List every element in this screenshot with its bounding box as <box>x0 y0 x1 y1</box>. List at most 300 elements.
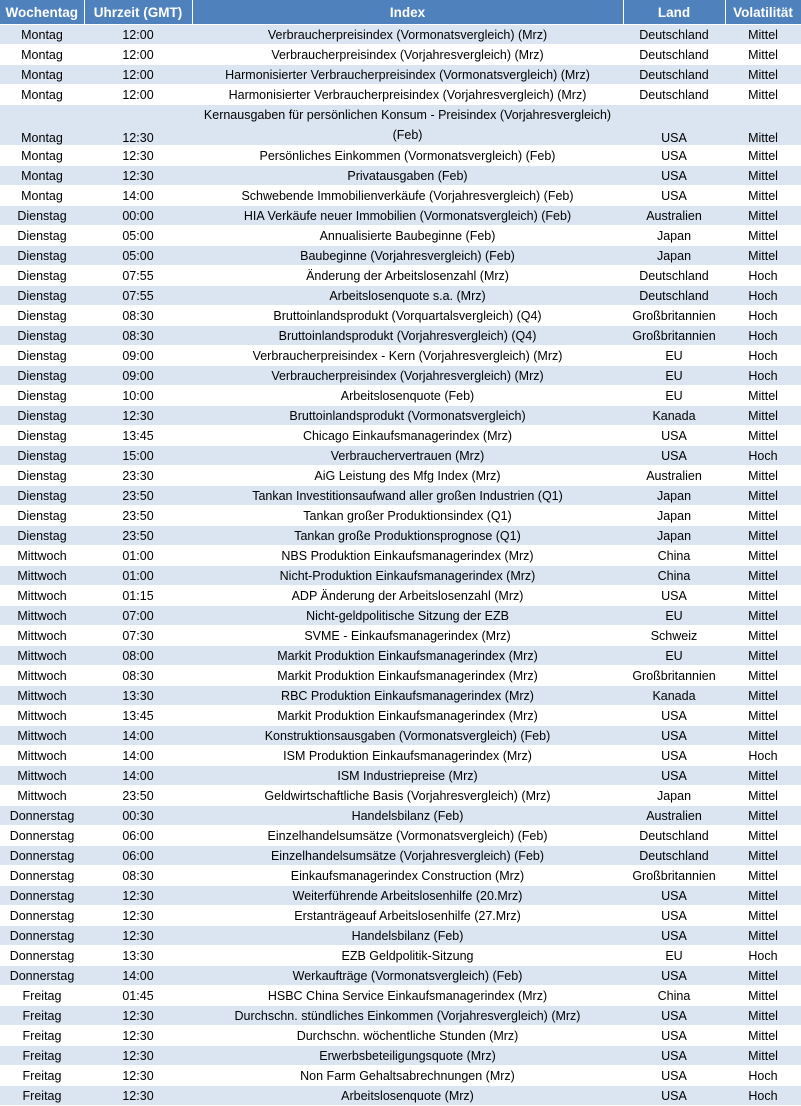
cell-index: ADP Änderung der Arbeitslosenzahl (Mrz) <box>192 586 623 606</box>
cell-volatility: Mittel <box>725 566 801 586</box>
cell-time: 13:45 <box>84 706 192 726</box>
cell-time: 07:00 <box>84 606 192 626</box>
cell-volatility: Mittel <box>725 206 801 226</box>
cell-weekday: Montag <box>0 105 84 146</box>
cell-weekday: Dienstag <box>0 226 84 246</box>
cell-weekday: Montag <box>0 65 84 85</box>
cell-volatility: Mittel <box>725 486 801 506</box>
cell-weekday: Mittwoch <box>0 566 84 586</box>
table-row <box>0 426 801 446</box>
table-row <box>0 706 801 726</box>
cell-time: 01:00 <box>84 566 192 586</box>
table-row <box>0 766 801 786</box>
cell-volatility: Mittel <box>725 1006 801 1026</box>
cell-country: USA <box>623 886 725 906</box>
cell-time: 23:30 <box>84 466 192 486</box>
cell-time: 00:30 <box>84 806 192 826</box>
cell-weekday: Dienstag <box>0 506 84 526</box>
cell-index: Einkaufsmanagerindex Construction (Mrz) <box>192 866 623 886</box>
cell-index: Durchschn. wöchentliche Stunden (Mrz) <box>192 1026 623 1046</box>
cell-volatility: Mittel <box>725 666 801 686</box>
cell-volatility: Mittel <box>725 506 801 526</box>
cell-index: Handelsbilanz (Feb) <box>192 806 623 826</box>
cell-time: 00:00 <box>84 206 192 226</box>
cell-weekday: Mittwoch <box>0 706 84 726</box>
cell-country: Deutschland <box>623 45 725 65</box>
table-row <box>0 786 801 806</box>
cell-time: 12:30 <box>84 926 192 946</box>
cell-country: Australien <box>623 466 725 486</box>
cell-weekday: Mittwoch <box>0 746 84 766</box>
cell-weekday: Freitag <box>0 1046 84 1066</box>
cell-volatility: Hoch <box>725 266 801 286</box>
header-volatility: Volatilität <box>725 0 801 25</box>
cell-time: 05:00 <box>84 246 192 266</box>
cell-time: 13:45 <box>84 426 192 446</box>
cell-volatility: Hoch <box>725 306 801 326</box>
table-row <box>0 506 801 526</box>
cell-index: Verbraucherpreisindex (Vorjahresvergleich) (Mrz) <box>192 45 623 65</box>
cell-time: 12:30 <box>84 906 192 926</box>
table-row <box>0 246 801 266</box>
table-row <box>0 626 801 646</box>
cell-country: USA <box>623 966 725 986</box>
cell-weekday: Dienstag <box>0 206 84 226</box>
cell-country: USA <box>623 186 725 206</box>
cell-weekday: Montag <box>0 25 84 45</box>
table-row <box>0 326 801 346</box>
table-row <box>0 486 801 506</box>
table-row <box>0 1006 801 1026</box>
cell-time: 14:00 <box>84 726 192 746</box>
cell-country: Japan <box>623 506 725 526</box>
cell-volatility: Mittel <box>725 186 801 206</box>
table-row <box>0 746 801 766</box>
table-row <box>0 286 801 306</box>
table-row <box>0 1066 801 1086</box>
cell-index: Verbrauchervertrauen (Mrz) <box>192 446 623 466</box>
cell-index: Verbraucherpreisindex (Vorjahresvergleich) (Mrz) <box>192 366 623 386</box>
cell-index: Bruttoinlandsprodukt (Vormonatsvergleich) <box>192 406 623 426</box>
cell-weekday: Mittwoch <box>0 606 84 626</box>
cell-country: USA <box>623 166 725 186</box>
table-row <box>0 646 801 666</box>
cell-weekday: Dienstag <box>0 386 84 406</box>
cell-weekday: Donnerstag <box>0 906 84 926</box>
cell-index: Kernausgaben für persönlichen Konsum - Preisindex (Vorjahresvergleich) (Feb) <box>192 105 623 146</box>
cell-time: 12:00 <box>84 25 192 45</box>
cell-index: ISM Industriepreise (Mrz) <box>192 766 623 786</box>
cell-time: 12:30 <box>84 1006 192 1026</box>
cell-index: Bruttoinlandsprodukt (Vorjahresvergleich) (Q4) <box>192 326 623 346</box>
cell-index: Werkaufträge (Vormonatsvergleich) (Feb) <box>192 966 623 986</box>
cell-country: USA <box>623 446 725 466</box>
cell-weekday: Donnerstag <box>0 846 84 866</box>
cell-time: 06:00 <box>84 846 192 866</box>
cell-country: Großbritannien <box>623 326 725 346</box>
cell-country: China <box>623 566 725 586</box>
cell-index: Schwebende Immobilienverkäufe (Vorjahresvergleich) (Feb) <box>192 186 623 206</box>
table-row <box>0 966 801 986</box>
cell-weekday: Donnerstag <box>0 946 84 966</box>
cell-volatility: Mittel <box>725 85 801 105</box>
cell-volatility: Mittel <box>725 986 801 1006</box>
cell-index: EZB Geldpolitik-Sitzung <box>192 946 623 966</box>
cell-time: 05:00 <box>84 226 192 246</box>
cell-volatility: Mittel <box>725 966 801 986</box>
cell-country: USA <box>623 906 725 926</box>
cell-volatility: Mittel <box>725 626 801 646</box>
cell-volatility: Mittel <box>725 606 801 626</box>
cell-weekday: Dienstag <box>0 446 84 466</box>
table-row <box>0 606 801 626</box>
cell-time: 12:30 <box>84 886 192 906</box>
table-row <box>0 45 801 65</box>
cell-weekday: Mittwoch <box>0 666 84 686</box>
cell-index: Markit Produktion Einkaufsmanagerindex (Mrz) <box>192 666 623 686</box>
cell-volatility: Mittel <box>725 526 801 546</box>
cell-index: Arbeitslosenquote (Feb) <box>192 386 623 406</box>
cell-country: USA <box>623 146 725 166</box>
cell-volatility: Hoch <box>725 326 801 346</box>
cell-volatility: Mittel <box>725 166 801 186</box>
cell-country: Japan <box>623 786 725 806</box>
table-row <box>0 586 801 606</box>
cell-weekday: Montag <box>0 45 84 65</box>
cell-weekday: Montag <box>0 186 84 206</box>
cell-index: Handelsbilanz (Feb) <box>192 926 623 946</box>
cell-volatility: Mittel <box>725 646 801 666</box>
cell-country: Deutschland <box>623 65 725 85</box>
cell-country: Deutschland <box>623 266 725 286</box>
table-row <box>0 986 801 1006</box>
table-row <box>0 1086 801 1106</box>
cell-index: Markit Produktion Einkaufsmanagerindex (Mrz) <box>192 646 623 666</box>
cell-volatility: Mittel <box>725 686 801 706</box>
cell-index: Harmonisierter Verbraucherpreisindex (Vorjahresvergleich) (Mrz) <box>192 85 623 105</box>
table-row <box>0 366 801 386</box>
cell-index: Non Farm Gehaltsabrechnungen (Mrz) <box>192 1066 623 1086</box>
cell-country: Großbritannien <box>623 866 725 886</box>
table-row <box>0 306 801 326</box>
cell-index: Privatausgaben (Feb) <box>192 166 623 186</box>
cell-weekday: Montag <box>0 146 84 166</box>
cell-index: Tankan Investitionsaufwand aller großen Industrien (Q1) <box>192 486 623 506</box>
cell-index: ISM Produktion Einkaufsmanagerindex (Mrz) <box>192 746 623 766</box>
cell-index: Erstanträgeauf Arbeitslosenhilfe (27.Mrz) <box>192 906 623 926</box>
cell-index: Markit Produktion Einkaufsmanagerindex (Mrz) <box>192 706 623 726</box>
cell-volatility: Mittel <box>725 1026 801 1046</box>
cell-time: 12:30 <box>84 146 192 166</box>
cell-weekday: Dienstag <box>0 526 84 546</box>
cell-country: Deutschland <box>623 286 725 306</box>
cell-country: Japan <box>623 486 725 506</box>
table-row <box>0 906 801 926</box>
cell-country: USA <box>623 1086 725 1106</box>
table-row <box>0 25 801 45</box>
cell-volatility: Mittel <box>725 45 801 65</box>
header-index: Index <box>192 0 623 25</box>
cell-volatility: Mittel <box>725 726 801 746</box>
table-row <box>0 846 801 866</box>
header-time: Uhrzeit (GMT) <box>84 0 192 25</box>
cell-index: HIA Verkäufe neuer Immobilien (Vormonatsvergleich) (Feb) <box>192 206 623 226</box>
cell-country: China <box>623 986 725 1006</box>
cell-weekday: Mittwoch <box>0 646 84 666</box>
table-row <box>0 446 801 466</box>
cell-time: 06:00 <box>84 826 192 846</box>
cell-country: USA <box>623 726 725 746</box>
cell-index: RBC Produktion Einkaufsmanagerindex (Mrz) <box>192 686 623 706</box>
cell-volatility: Mittel <box>725 706 801 726</box>
cell-index: Persönliches Einkommen (Vormonatsvergleich) (Feb) <box>192 146 623 166</box>
cell-volatility: Mittel <box>725 146 801 166</box>
cell-time: 13:30 <box>84 946 192 966</box>
cell-country: Großbritannien <box>623 306 725 326</box>
table-row <box>0 386 801 406</box>
cell-time: 13:30 <box>84 686 192 706</box>
cell-time: 12:30 <box>84 166 192 186</box>
cell-country: USA <box>623 426 725 446</box>
cell-country: China <box>623 546 725 566</box>
table-row <box>0 566 801 586</box>
cell-time: 01:15 <box>84 586 192 606</box>
cell-index: Arbeitslosenquote (Mrz) <box>192 1086 623 1106</box>
cell-weekday: Dienstag <box>0 266 84 286</box>
table-row <box>0 105 801 146</box>
cell-index: Nicht-Produktion Einkaufsmanagerindex (Mrz) <box>192 566 623 586</box>
cell-time: 08:30 <box>84 666 192 686</box>
cell-country: Deutschland <box>623 85 725 105</box>
cell-index: Annualisierte Baubeginne (Feb) <box>192 226 623 246</box>
cell-weekday: Dienstag <box>0 426 84 446</box>
cell-weekday: Dienstag <box>0 406 84 426</box>
cell-volatility: Mittel <box>725 426 801 446</box>
table-row <box>0 146 801 166</box>
cell-country: USA <box>623 1026 725 1046</box>
table-row <box>0 1026 801 1046</box>
cell-country: USA <box>623 586 725 606</box>
cell-index: Tankan große Produktionsprognose (Q1) <box>192 526 623 546</box>
cell-country: EU <box>623 386 725 406</box>
cell-time: 01:00 <box>84 546 192 566</box>
table-row <box>0 166 801 186</box>
cell-index: Konstruktionsausgaben (Vormonatsvergleich) (Feb) <box>192 726 623 746</box>
cell-time: 07:55 <box>84 266 192 286</box>
cell-time: 23:50 <box>84 526 192 546</box>
cell-volatility: Mittel <box>725 846 801 866</box>
cell-time: 23:50 <box>84 506 192 526</box>
cell-index: NBS Produktion Einkaufsmanagerindex (Mrz) <box>192 546 623 566</box>
header-weekday: Wochentag <box>0 0 84 25</box>
cell-weekday: Dienstag <box>0 286 84 306</box>
cell-index: Harmonisierter Verbraucherpreisindex (Vormonatsvergleich) (Mrz) <box>192 65 623 85</box>
cell-volatility: Mittel <box>725 926 801 946</box>
cell-country: Kanada <box>623 686 725 706</box>
cell-volatility: Mittel <box>725 886 801 906</box>
cell-time: 10:00 <box>84 386 192 406</box>
cell-weekday: Mittwoch <box>0 586 84 606</box>
cell-country: USA <box>623 1046 725 1066</box>
cell-index: Bruttoinlandsprodukt (Vorquartalsvergleich) (Q4) <box>192 306 623 326</box>
cell-weekday: Freitag <box>0 1066 84 1086</box>
cell-index: Chicago Einkaufsmanagerindex (Mrz) <box>192 426 623 446</box>
table-row <box>0 686 801 706</box>
cell-weekday: Dienstag <box>0 246 84 266</box>
cell-volatility: Mittel <box>725 406 801 426</box>
cell-volatility: Hoch <box>725 366 801 386</box>
cell-volatility: Mittel <box>725 65 801 85</box>
table-row <box>0 406 801 426</box>
table-row <box>0 266 801 286</box>
table-row <box>0 65 801 85</box>
table-header <box>0 0 801 25</box>
cell-time: 14:00 <box>84 966 192 986</box>
cell-time: 12:30 <box>84 1066 192 1086</box>
cell-index: AiG Leistung des Mfg Index (Mrz) <box>192 466 623 486</box>
cell-weekday: Donnerstag <box>0 806 84 826</box>
cell-time: 12:00 <box>84 85 192 105</box>
cell-country: EU <box>623 366 725 386</box>
cell-weekday: Donnerstag <box>0 826 84 846</box>
cell-volatility: Hoch <box>725 1086 801 1106</box>
cell-volatility: Mittel <box>725 766 801 786</box>
cell-country: USA <box>623 766 725 786</box>
cell-country: Japan <box>623 526 725 546</box>
table-row <box>0 346 801 366</box>
cell-weekday: Freitag <box>0 1086 84 1106</box>
cell-time: 08:30 <box>84 326 192 346</box>
cell-country: Japan <box>623 246 725 266</box>
cell-time: 09:00 <box>84 366 192 386</box>
cell-index: Verbraucherpreisindex - Kern (Vorjahresvergleich) (Mrz) <box>192 346 623 366</box>
cell-time: 09:00 <box>84 346 192 366</box>
cell-index: Einzelhandelsumsätze (Vorjahresvergleich) (Feb) <box>192 846 623 866</box>
cell-country: EU <box>623 346 725 366</box>
table-row <box>0 926 801 946</box>
cell-weekday: Freitag <box>0 1026 84 1046</box>
cell-time: 07:55 <box>84 286 192 306</box>
cell-country: Kanada <box>623 406 725 426</box>
cell-time: 12:30 <box>84 105 192 146</box>
cell-weekday: Dienstag <box>0 326 84 346</box>
cell-volatility: Mittel <box>725 386 801 406</box>
cell-time: 14:00 <box>84 766 192 786</box>
cell-index: Durchschn. stündliches Einkommen (Vorjahresvergleich) (Mrz) <box>192 1006 623 1026</box>
cell-index: Erwerbsbeteiligungsquote (Mrz) <box>192 1046 623 1066</box>
cell-volatility: Hoch <box>725 1066 801 1086</box>
cell-time: 12:30 <box>84 1026 192 1046</box>
cell-weekday: Mittwoch <box>0 546 84 566</box>
cell-weekday: Donnerstag <box>0 966 84 986</box>
table-row <box>0 826 801 846</box>
cell-index: Tankan großer Produktionsindex (Q1) <box>192 506 623 526</box>
table-row <box>0 526 801 546</box>
cell-time: 14:00 <box>84 746 192 766</box>
cell-country: USA <box>623 706 725 726</box>
cell-weekday: Mittwoch <box>0 626 84 646</box>
table-row <box>0 466 801 486</box>
cell-volatility: Mittel <box>725 806 801 826</box>
cell-index: Einzelhandelsumsätze (Vormonatsvergleich) (Feb) <box>192 826 623 846</box>
cell-weekday: Dienstag <box>0 486 84 506</box>
cell-index: Geldwirtschaftliche Basis (Vorjahresvergleich) (Mrz) <box>192 786 623 806</box>
table-row <box>0 726 801 746</box>
cell-index: Arbeitslosenquote s.a. (Mrz) <box>192 286 623 306</box>
cell-time: 23:50 <box>84 786 192 806</box>
cell-country: USA <box>623 926 725 946</box>
cell-index: Änderung der Arbeitslosenzahl (Mrz) <box>192 266 623 286</box>
cell-country: Japan <box>623 226 725 246</box>
cell-index: Baubeginne (Vorjahresvergleich) (Feb) <box>192 246 623 266</box>
cell-volatility: Mittel <box>725 866 801 886</box>
table-body <box>0 25 801 1106</box>
cell-volatility: Mittel <box>725 906 801 926</box>
cell-weekday: Mittwoch <box>0 786 84 806</box>
cell-weekday: Dienstag <box>0 366 84 386</box>
header-row <box>0 0 801 25</box>
cell-country: USA <box>623 1066 725 1086</box>
cell-country: EU <box>623 606 725 626</box>
cell-time: 14:00 <box>84 186 192 206</box>
cell-index: Verbraucherpreisindex (Vormonatsvergleich) (Mrz) <box>192 25 623 45</box>
header-country: Land <box>623 0 725 25</box>
cell-time: 12:00 <box>84 45 192 65</box>
table-row <box>0 666 801 686</box>
table-row <box>0 1046 801 1066</box>
table-row <box>0 946 801 966</box>
table-row <box>0 226 801 246</box>
cell-volatility: Mittel <box>725 786 801 806</box>
cell-weekday: Dienstag <box>0 346 84 366</box>
cell-country: Schweiz <box>623 626 725 646</box>
cell-weekday: Freitag <box>0 986 84 1006</box>
cell-time: 12:30 <box>84 406 192 426</box>
cell-time: 12:00 <box>84 65 192 85</box>
table-row <box>0 866 801 886</box>
cell-country: Deutschland <box>623 25 725 45</box>
cell-volatility: Mittel <box>725 826 801 846</box>
cell-country: Australien <box>623 206 725 226</box>
cell-country: EU <box>623 946 725 966</box>
cell-country: USA <box>623 1006 725 1026</box>
cell-volatility: Mittel <box>725 1046 801 1066</box>
cell-weekday: Dienstag <box>0 306 84 326</box>
cell-country: EU <box>623 646 725 666</box>
cell-time: 01:45 <box>84 986 192 1006</box>
cell-index: SVME - Einkaufsmanagerindex (Mrz) <box>192 626 623 646</box>
cell-time: 15:00 <box>84 446 192 466</box>
cell-time: 12:30 <box>84 1046 192 1066</box>
cell-volatility: Mittel <box>725 586 801 606</box>
cell-weekday: Montag <box>0 85 84 105</box>
cell-country: USA <box>623 105 725 146</box>
cell-time: 12:30 <box>84 1086 192 1106</box>
cell-volatility: Mittel <box>725 546 801 566</box>
table-row <box>0 886 801 906</box>
cell-volatility: Mittel <box>725 105 801 146</box>
cell-index: Weiterführende Arbeitslosenhilfe (20.Mrz) <box>192 886 623 906</box>
cell-volatility: Hoch <box>725 946 801 966</box>
cell-time: 08:00 <box>84 646 192 666</box>
cell-volatility: Hoch <box>725 446 801 466</box>
cell-weekday: Mittwoch <box>0 726 84 746</box>
cell-time: 07:30 <box>84 626 192 646</box>
cell-weekday: Donnerstag <box>0 866 84 886</box>
cell-weekday: Mittwoch <box>0 686 84 706</box>
cell-country: Großbritannien <box>623 666 725 686</box>
cell-weekday: Mittwoch <box>0 766 84 786</box>
